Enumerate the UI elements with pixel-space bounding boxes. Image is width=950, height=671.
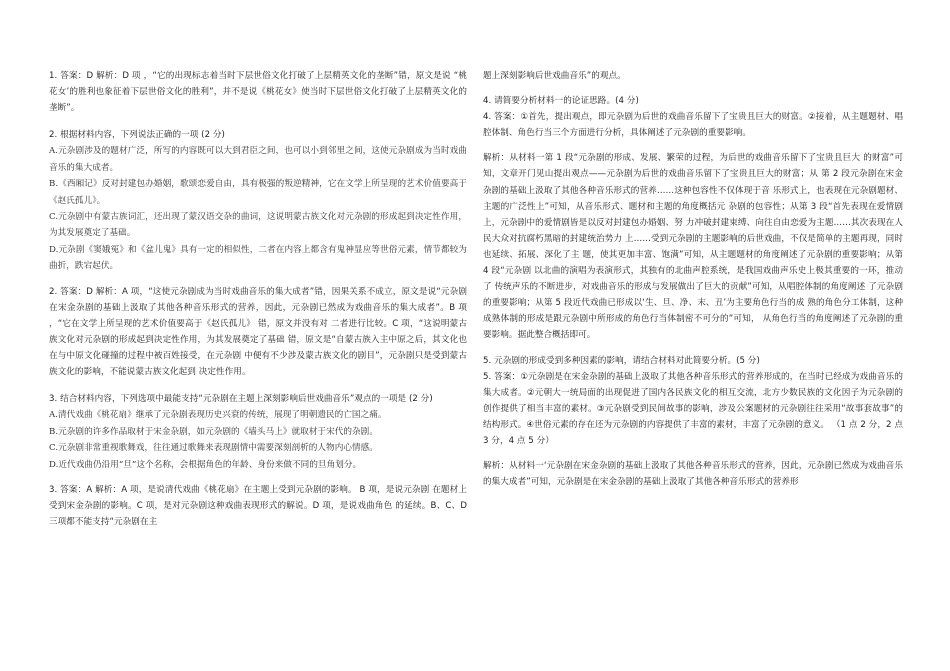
right-column bbox=[483, 68, 903, 490]
q3-option-d: D.近代戏曲仍沿用“旦”这个名称，会根据角色的年龄、身份来做不同的旦角划分。 bbox=[49, 459, 362, 470]
answer-1: 1. 答案：D 解析：D 项 ，“它的出现标志着当时下层世俗文化打破了上层精英文化的垄断”错，原文是说 “桃花女’的胜利也象征着下层世俗文化的胜利”，并不是说《桃花女》使当时下层世俗文化打破了上层精英文化的垄断”。 bbox=[49, 71, 467, 114]
q2-option-a: A.元杂剧涉及的题材广泛，所写的内容既可以大到君臣之间，也可以小到邻里之间，这使元杂剧成为当时戏曲音乐的集大成者。 bbox=[49, 146, 467, 173]
question-3-options bbox=[49, 407, 467, 473]
q2-option-c: C.元杂剧中有蒙古族词汇，还出现了蒙汉语交杂的曲词，这说明蒙古族文化对元杂剧的形成起到决定性作用，为其发展奠定了基础。 bbox=[49, 212, 467, 239]
left-column bbox=[49, 68, 467, 530]
question-2-stem: 2. 根据材料内容，下列说法正确的一项 (2 分) bbox=[49, 130, 225, 141]
answer-4: 4. 答案：①首先，提出观点，即元杂剧为后世的戏曲音乐留下了宝贵且巨大的财富。②接着，从主题题材、唱腔体制、角色行当三个方面进行分析，具体阐述了元杂剧的重要影响。 bbox=[483, 112, 903, 139]
question-4-stem: 4. 请简要分析材料一的论证思路。(4 分) bbox=[483, 96, 639, 107]
answer-3: 3. 答案：A 解析：A 项，是说清代戏曲《桃花扇》在主题上受到元杂剧的影响。 B 项，是说元杂剧 在题材上受到宋金杂剧的影响。C 项，是对元杂剧这种戏曲表现形式的解说。D 项，是说戏曲角色 的延续。B、C、D 三项都不能支持“元杂剧在主 bbox=[49, 484, 467, 528]
q2-option-d: D.元杂剧《窦娥冤》和《盆儿鬼》具有一定的相似性，二者在内容上都含有鬼神显应等世俗元素，情节都较为曲折，跌宕起伏。 bbox=[49, 244, 467, 272]
q3-option-b: B.元杂剧的许多作品取材于宋金杂剧，如元杂剧的《墙头马上》就取材于宋代的杂剧。 bbox=[49, 426, 378, 437]
question-3-stem: 3. 结合材料内容，下列选项中最能支持“元杂剧在主题上深刻影响后世戏曲音乐”观点的一项是 (2 分) bbox=[49, 394, 433, 405]
q2-option-b: B.《西厢记》反对封建包办婚姻，歌颂恋爱自由，具有极强的叛逆精神，它在文学上所呈现的艺术价值要高于《赵氏孤儿》。 bbox=[49, 179, 467, 206]
question-2-options bbox=[49, 143, 467, 274]
q3-option-c: C.元杂剧非常重视歌舞戏，往往通过歌舞来表现剧情中需要深刻剖析的人物内心情感。 bbox=[49, 443, 378, 454]
analysis-5: 解析：从材料一‘元杂剧在宋金杂剧的基础上汲取了其他各种音乐形式的营养，因此，元杂剧已然成为戏曲音乐的集大成者”可知，元杂剧是在宋金杂剧的基础上汲取了其他各种音乐形式的营养形 bbox=[483, 461, 903, 488]
q3-option-a: A.清代戏曲《桃花扇》继承了元杂剧表现历史兴衰的传统，展现了明朝遗民的亡国之痛。 bbox=[49, 410, 387, 421]
answer-5: 5. 答案：①元杂剧是在宋金杂剧的基础上汲取了其他各种音乐形式的营养形成的，在当时已经成为戏曲音乐的集大成者。②元朝大一统局面的出现促进了国内各民族文化的相互交流，北方少数民族的文化因子为元杂剧的创作提供了相当丰富的素材。③元杂剧受到民间故事的影响，涉及公案题材的元杂剧往往采用“故事套故事”的结构形式。④世俗元素的存在还为元杂剧的内容提供了丰富的素材，丰富了元杂剧的意义。 （1 点 2 分，2 点 3 分，4 点 5 分） bbox=[483, 371, 903, 446]
question-5-stem: 5. 元杂剧的形成受到多种因素的影响，请结合材料对此简要分析。(5 分) bbox=[483, 355, 760, 366]
answer-2: 2. 答案：D 解析：A 项，“这使元杂剧成为当时戏曲音乐的集大成者”错，因果关系不成立，原文是说“元杂剧在宋金杂剧的基础上汲取了其他各种音乐形式的营养，因此，元杂剧已然成为戏曲音乐的集大成者”。B 项 ，“它在文学上所呈现的艺术价值要高于《赵氏孤儿》 错，原文并没有对 二者进行比较。C 项，“这说明蒙古族文化对元杂剧的形成起到决定性作用，为其发展奠定了基础 错，原文是“自蒙古族入主中原之后，其文化也在与中原文化碰撞的过程中被百姓接受，在元杂剧 中便有不少涉及蒙古族文化的剧目”，元杂剧只是受到蒙古族文化的影响，不能说蒙古族文化起到 决定性作用。 bbox=[49, 286, 467, 378]
analysis-4: 解析：从材料一第 1 段“元杂剧的形成、发展、繁荣的过程，为后世的戏曲音乐留下了宝贵且巨大 的财富”可知，文章开门见山提出观点——元杂剧为后世的戏曲音乐留下了宝贵且巨大的财富；从 第 2 段元杂剧在宋金杂剧的基础上汲取了其他各种音乐形式的营养……这种包容性不仅体现于音 乐形式上，也表现在元杂剧题材、主题的广泛性上”可知，从音乐形式、题材和主题的角度概括元 杂剧的包容性；从第 3 段“首先表现在爱情剧上，元杂剧中的爱情剧皆是以反对封建包办婚姻、努 力冲破封建束缚、向往自由恋爱为主题……其次表现在人民大众对抗腐朽黑暗的封建统治势力 上……受到元杂剧的主题影响的后世戏曲，不仅是简单的主题再现，同时也延续、拓展、深化了主 题，使其更加丰富、饱满”可知，从主题题材的角度阐述了元杂剧的重要影响；从第 4 段“元杂剧 以北曲的演唱为表演形式，其独有的北曲声腔系统，是我国戏曲声乐史上极其重要的一环，推动了 传统声乐的不断进步，对戏曲音乐的形成与发展做出了巨大的贡献”可知，从唱腔体制的角度阐述 了元杂剧的重要影响；从第 5 段近代戏曲已形成以‘生、旦、净、末、丑’为主要角色行当的成 熟的角色分工体制，这种成熟体制的形成是跟元杂剧中所形成的角色行当体制密不可分的”可知， 从角色行当的角度阐述了元杂剧的重要影响。据此整合概括即可。 bbox=[483, 153, 903, 341]
answer-3-continued: 题上深刻影响后世戏曲音乐”的观点。 bbox=[483, 71, 626, 81]
